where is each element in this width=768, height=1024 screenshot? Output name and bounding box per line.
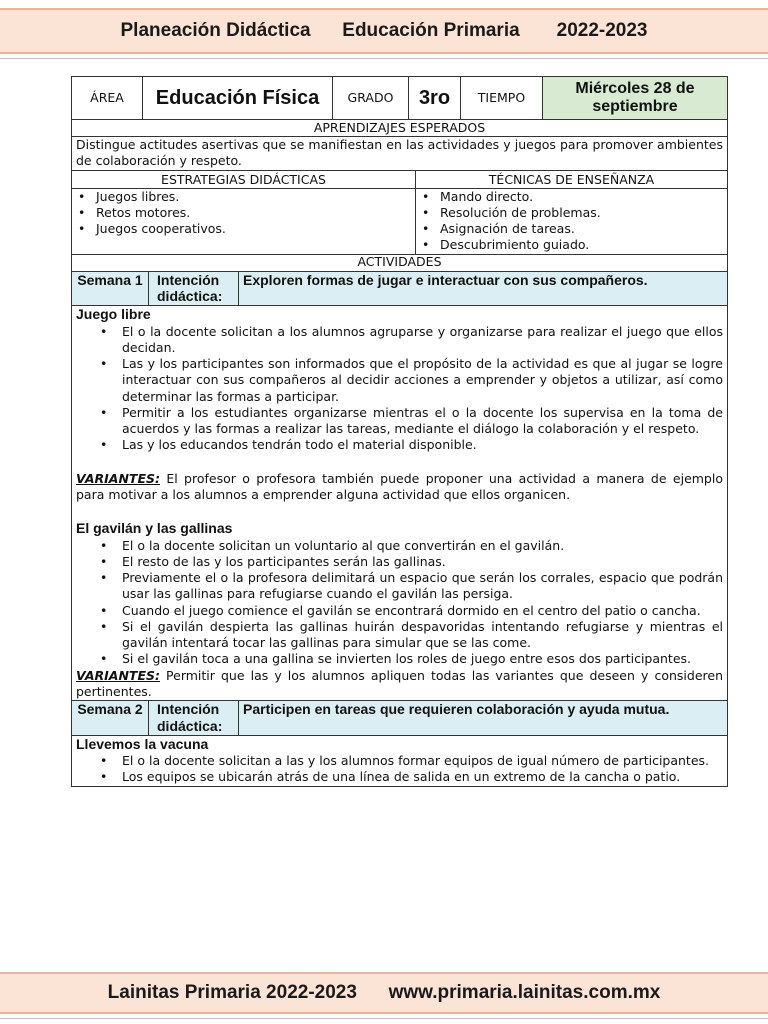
list-item: • El o la docente solicitan a las y los alumnos formar equipos de igual número de participantes. [122, 753, 723, 769]
header-banner [0, 8, 768, 54]
intent-label: Intención didáctica: [149, 701, 239, 735]
time-label: TIEMPO [461, 77, 543, 119]
grade-label: GRADO [333, 77, 409, 119]
list-item: • Cuando el juego comience el gavilán se encontrará dormido en el centro del patio o cancha. [122, 603, 723, 619]
week-label: Semana 2 [72, 701, 149, 735]
list-item: • El o la docente solicitan a los alumnos agruparse y organizarse para realizar el juego que ellos decidan. [122, 324, 723, 357]
header-title: Planeación Didáctica [120, 20, 311, 41]
footer-rule [0, 1018, 768, 1019]
intent-text: Exploren formas de jugar e interactuar con sus compañeros. [243, 271, 648, 288]
variants-label: VARIANTES: [76, 470, 160, 486]
tecnicas-title: TÉCNICAS DE ENSEÑANZA [416, 171, 727, 189]
area-label: ÁREA [72, 77, 143, 119]
lesson-plan-table [71, 76, 728, 787]
list-item: • Mando directo. [420, 189, 727, 205]
week-2-header [72, 700, 727, 736]
estrategias-title: ESTRATEGIAS DIDÁCTICAS [72, 171, 415, 189]
grade-value: 3ro [409, 77, 461, 119]
list-item: • Juegos cooperativos. [76, 221, 415, 237]
actividades-title: ACTIVIDADES [72, 255, 727, 272]
game-title: Llevemos la vacuna [76, 735, 209, 752]
time-value: Miércoles 28 de septiembre [543, 77, 727, 119]
header-level: Educación Primaria [342, 20, 520, 41]
list-item: • Los equipos se ubicarán atrás de una línea de salida en un extremo de la cancha o patio. [122, 769, 723, 785]
tecnicas-list [416, 189, 727, 254]
list-item: • Las y los participantes son informados que el propósito de la actividad es que al jugar se logre interactuar con sus compañeros al decidir acciones a emprender y objetos a utilizar, así como determinar las formas a participar. [122, 356, 723, 405]
aprendizajes-title: APRENDIZAJES ESPERADOS [72, 120, 727, 137]
variants-paragraph [76, 668, 723, 701]
list-item: • El resto de las y los participantes serán las gallinas. [122, 554, 723, 570]
variants-label: VARIANTES: [76, 667, 160, 683]
game-title: El gavilán y las gallinas [76, 520, 233, 537]
week-2-content [72, 736, 727, 786]
intent-label: Intención didáctica: [149, 272, 239, 306]
area-value: Educación Física [143, 77, 333, 119]
footer-banner [0, 972, 768, 1014]
week-1-header [72, 272, 727, 307]
list-item: • Resolución de problemas. [420, 205, 727, 221]
header-rule [0, 58, 768, 59]
week-1-content [72, 306, 727, 700]
game-steps [76, 538, 723, 668]
tecnicas-column [416, 171, 727, 254]
list-item: • Las y los educandos tendrán todo el material disponible. [122, 437, 723, 453]
aprendizajes-text: Distingue actitudes asertivas que se manifiestan en las actividades y juegos para promover ambientes de colaboración y respeto. [72, 137, 727, 171]
list-item: • Juegos libres. [76, 189, 415, 205]
list-item: • Descubrimiento guiado. [420, 237, 727, 253]
variants-text: El profesor o profesora también puede proponer una actividad a manera de ejemplo para motivar a los alumnos a emprender alguna actividad que ellos organicen. [76, 470, 723, 502]
footer-brand: Lainitas Primaria 2022-2023 [107, 982, 357, 1003]
estrategias-list [72, 189, 415, 238]
variants-text: Permitir que las y los alumnos apliquen todas las variantes que deseen y consideren pertinentes. [76, 667, 723, 699]
list-item: • Asignación de tareas. [420, 221, 727, 237]
strategies-techniques-row [72, 171, 727, 255]
list-item: • Si el gavilán toca a una gallina se invierten los roles de juego entre esos dos participantes. [122, 651, 723, 667]
list-item: • El o la docente solicitan un voluntario al que convertirán en el gavilán. [122, 538, 723, 554]
variants-paragraph [76, 471, 723, 504]
list-item: • Si el gavilán despierta las gallinas huirán despavoridas intentando refugiarse y mientras el gavilán intentará tocar las gallinas para simular que se las come. [122, 619, 723, 652]
list-item: • Retos motores. [76, 205, 415, 221]
list-item: • Previamente el o la profesora delimitará un espacio que serán los corrales, espacio que podrán usar las gallinas para refugiarse cuando el gavilán las persiga. [122, 570, 723, 603]
info-row [72, 77, 727, 120]
estrategias-column [72, 171, 416, 254]
footer-url: www.primaria.lainitas.com.mx [388, 982, 661, 1003]
game-title: Juego libre [76, 306, 151, 323]
intent-text: Participen en tareas que requieren colaboración y ayuda mutua. [243, 701, 670, 718]
list-item: • Permitir a los estudiantes organizarse mientras el o la docente los supervisa en la toma de acuerdos y las formas a realizar las tareas, mediante el diálogo la colaboración y el respeto. [122, 405, 723, 438]
header-cycle: 2022-2023 [556, 20, 648, 41]
game-steps [76, 324, 723, 454]
game-steps [76, 753, 723, 786]
week-label: Semana 1 [72, 272, 149, 306]
